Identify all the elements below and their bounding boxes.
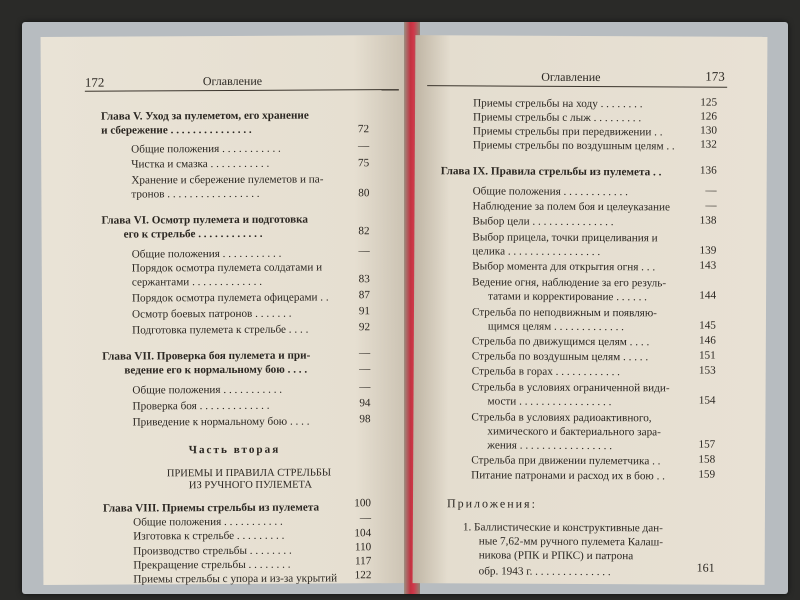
toc-entry: Стрельба в условиях ограниченной види-	[471, 381, 670, 395]
header-rule	[427, 85, 727, 88]
toc-entry: ные 7,62-мм ручного пулемета Калаш-	[478, 535, 664, 549]
toc-entry: Стрельба в условиях радиоактивного,	[471, 411, 652, 425]
toc-entry: сержантами . . . . . . . . . . . . .	[131, 275, 263, 289]
toc-page-number: —	[358, 245, 370, 258]
toc-chapter-heading: Глава IX. Правила стрельбы из пулемета . .	[440, 165, 662, 179]
toc-page-number: 126	[700, 110, 718, 123]
part-title: Часть вторая	[188, 443, 281, 457]
toc-chapter-heading: его к стрельбе . . . . . . . . . . . .	[123, 227, 263, 241]
toc-entry: Порядок осмотра пулемета солдатами и	[131, 261, 323, 275]
toc-page-number: 146	[699, 334, 716, 347]
toc-page-number: 153	[698, 364, 716, 377]
toc-page-number: —	[705, 184, 717, 197]
toc-entry: никова (РПК и РПКС) и патрона	[478, 549, 634, 563]
page-number: 172	[84, 74, 105, 90]
page-header: Оглавление	[541, 69, 601, 85]
toc-entry: Производство стрельбы . . . . . . . .	[133, 544, 292, 558]
toc-entry: Приведение к нормальному бою . . . .	[132, 415, 310, 429]
toc-entry: тронов . . . . . . . . . . . . . . . . .	[131, 187, 260, 201]
toc-chapter-heading: Глава VIII. Приемы стрельбы из пулемета	[103, 501, 320, 515]
toc-entry: Стрельба по движущимся целям . . . .	[471, 335, 650, 349]
toc-chapter-heading: Глава V. Уход за пулеметом, его хранение	[100, 109, 309, 123]
toc-entry: Проверка боя . . . . . . . . . . . . .	[132, 399, 270, 413]
toc-entry: Приемы стрельбы при передвижении . .	[472, 125, 663, 139]
toc-page-number: 151	[698, 349, 716, 362]
toc-page-number: 94	[359, 397, 371, 410]
toc-entry: Стрельба по неподвижным и появляю-	[471, 306, 657, 320]
toc-entry: Общие положения . . . . . . . . . . .	[133, 515, 283, 529]
toc-chapter-heading: Глава VI. Осмотр пулемета и подготовка	[101, 213, 309, 227]
toc-entry: Приемы стрельбы на ходу . . . . . . . .	[473, 97, 643, 111]
toc-page-number: 132	[700, 138, 717, 151]
toc-page-number: 144	[699, 289, 717, 302]
toc-page-number: 75	[358, 157, 370, 170]
toc-entry: Приемы стрельбы с упора и из-за укрытий	[133, 572, 338, 586]
toc-page-number: 72	[357, 123, 370, 136]
toc-entry: обр. 1943 г. . . . . . . . . . . . . . .	[478, 565, 611, 579]
toc-entry: Общие положения . . . . . . . . . . . .	[472, 185, 628, 199]
toc-page-number: 125	[700, 96, 718, 109]
toc-page-number: 138	[699, 214, 717, 227]
toc-page-number: 122	[354, 569, 372, 582]
toc-entry: татами и корректирование . . . . . .	[488, 290, 648, 304]
toc-entry: Выбор цели . . . . . . . . . . . . . . .	[472, 215, 614, 229]
toc-entry: щимся целям . . . . . . . . . . . . .	[487, 320, 625, 334]
toc-entry: жения . . . . . . . . . . . . . . . . .	[487, 439, 613, 453]
toc-entry: Порядок осмотра пулемета офицерами . .	[131, 291, 329, 305]
toc-page-number: 130	[700, 124, 717, 137]
toc-page-number: 139	[699, 244, 717, 257]
page-header: Оглавление	[202, 73, 263, 89]
toc-page-number: 82	[358, 225, 370, 238]
toc-entry: Общие положения . . . . . . . . . . .	[131, 247, 282, 261]
toc-entry: Хранение и сбережение пулеметов и па-	[131, 173, 324, 187]
toc-entry: Наблюдение за полем боя и целеуказание	[472, 200, 671, 214]
left-page	[41, 35, 412, 585]
toc-page-number: 98	[359, 413, 371, 426]
toc-entry: Прекращение стрельбы . . . . . . . .	[133, 558, 291, 572]
toc-page-number: 110	[354, 541, 372, 554]
toc-entry: мости . . . . . . . . . . . . . . . . .	[487, 395, 612, 409]
toc-page-number: 154	[698, 394, 716, 407]
toc-page-number: 136	[699, 164, 717, 177]
toc-page-number: —	[359, 363, 371, 376]
toc-page-number: 157	[698, 438, 716, 451]
toc-entry: Ведение огня, наблюдение за его резуль-	[472, 276, 667, 290]
toc-page-number: 161	[696, 560, 715, 575]
toc-chapter-heading: ведение его к нормальному бою . . . .	[124, 363, 308, 377]
toc-entry: Приемы стрельбы по воздушным целям . .	[472, 139, 675, 153]
header-rule	[85, 89, 399, 92]
toc-page-number: 100	[354, 497, 372, 510]
toc-entry: целика . . . . . . . . . . . . . . . . .	[472, 245, 601, 259]
toc-entry: Стрельба в горах . . . . . . . . . . . .	[471, 365, 621, 379]
toc-entry: 1. Баллистические и конструктивные дан-	[462, 521, 663, 535]
toc-page-number: —	[359, 512, 372, 525]
toc-page-number: —	[359, 381, 371, 394]
toc-page-number: 104	[354, 527, 372, 540]
toc-entry: химического и бактериального зара-	[487, 425, 661, 439]
toc-entry: Стрельба при движении пулеметчика . .	[471, 454, 661, 468]
toc-entry: Питание патронами и расход их в бою . .	[471, 469, 666, 483]
toc-page-number: 91	[358, 305, 371, 318]
toc-page-number: 92	[358, 321, 371, 334]
toc-entry: Общие положения . . . . . . . . . . .	[132, 383, 283, 397]
appendix-title: Приложения:	[446, 496, 537, 511]
toc-entry: Изготовка к стрельбе . . . . . . . . .	[133, 529, 285, 543]
toc-page-number: 159	[698, 468, 716, 481]
toc-entry: Подготовка пулемета к стрельбе . . . .	[132, 323, 309, 337]
right-page	[413, 35, 768, 585]
toc-entry: Осмотр боевых патронов . . . . . . .	[131, 307, 292, 321]
toc-page-number: —	[705, 199, 717, 212]
part-subtitle: ПРИЕМЫ И ПРАВИЛА СТРЕЛЬБЫ	[166, 467, 332, 480]
toc-entry: Чистка и смазка . . . . . . . . . . .	[131, 157, 270, 171]
toc-page-number: 117	[354, 555, 372, 568]
toc-page-number: —	[359, 347, 371, 360]
toc-page-number: 80	[358, 187, 370, 200]
toc-page-number: 87	[358, 289, 370, 302]
page-number: 173	[705, 68, 725, 84]
toc-entry: Стрельба по воздушным целям . . . . .	[471, 350, 649, 364]
toc-entry: Приемы стрельбы с лыж . . . . . . . . .	[472, 111, 642, 125]
toc-page-number: 83	[358, 273, 370, 286]
toc-entry: Выбор момента для открытия огня . . .	[472, 260, 656, 274]
toc-page-number: 145	[699, 319, 716, 332]
toc-entry: Общие положения . . . . . . . . . . .	[131, 142, 281, 156]
part-subtitle: ИЗ РУЧНОГО ПУЛЕМЕТА	[188, 479, 313, 492]
toc-chapter-heading: и сбережение . . . . . . . . . . . . . . .	[101, 123, 252, 137]
toc-page-number: —	[357, 140, 370, 153]
toc-entry: Выбор прицела, точки прицеливания и	[472, 231, 658, 245]
toc-chapter-heading: Глава VII. Проверка боя пулемета и при-	[102, 349, 311, 363]
toc-page-number: 158	[698, 453, 716, 466]
toc-page-number: 143	[699, 259, 717, 272]
